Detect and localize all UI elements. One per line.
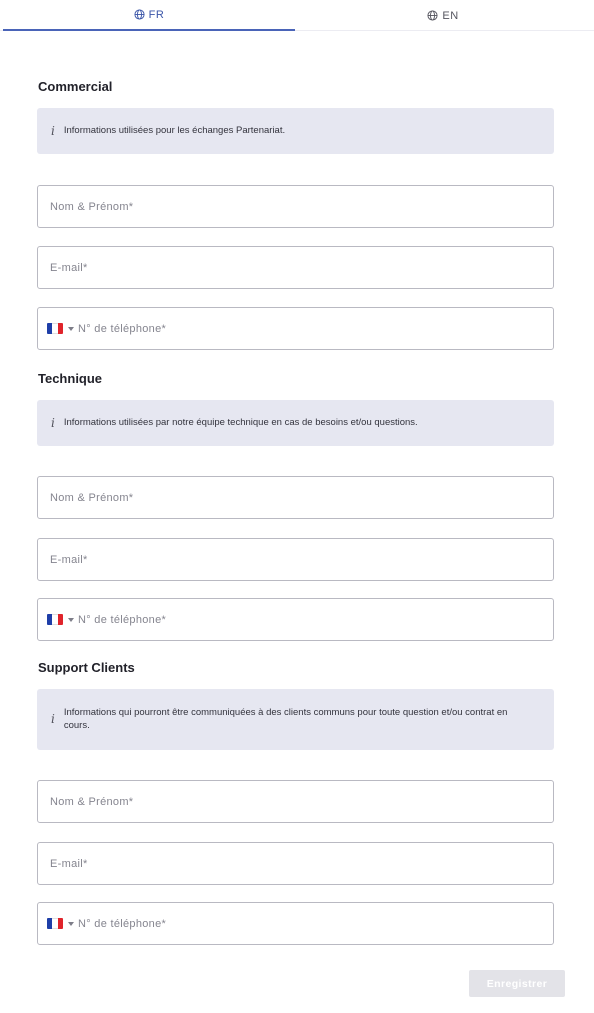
info-icon: i (51, 123, 55, 138)
name-field-commercial[interactable] (37, 185, 554, 228)
info-icon: i (51, 712, 55, 727)
phone-field-commercial[interactable] (37, 307, 554, 350)
chevron-down-icon[interactable] (68, 618, 74, 622)
info-text: Informations qui pourront être communiquées à des clients communs pour toute question et/ou contrat en cours. (63, 706, 508, 731)
chevron-down-icon[interactable] (68, 922, 74, 926)
info-icon: i (51, 415, 55, 430)
email-field-commercial[interactable] (37, 246, 554, 289)
phone-input[interactable] (78, 614, 553, 626)
phone-field-support-clients[interactable] (37, 902, 554, 945)
save-button[interactable]: Enregistrer (469, 970, 565, 997)
email-input[interactable] (50, 858, 553, 870)
info-text: Informations utilisées pour les échanges Partenariat. (63, 124, 286, 136)
name-input[interactable] (50, 201, 553, 213)
section-title-commercial: Commercial (38, 79, 113, 94)
info-text: Informations utilisées par notre équipe technique en cas de besoins et/ou questions. (63, 416, 418, 428)
france-flag-icon[interactable] (47, 614, 63, 625)
name-field-technique[interactable] (37, 476, 554, 519)
info-box-commercial (37, 108, 554, 154)
tab-fr-label: FR (148, 8, 165, 21)
name-input[interactable] (50, 492, 553, 504)
name-input[interactable] (50, 796, 553, 808)
email-input[interactable] (50, 554, 553, 566)
info-box-support-clients (37, 689, 554, 750)
phone-input[interactable] (78, 323, 553, 335)
section-title-support-clients: Support Clients (38, 660, 135, 675)
tab-en[interactable] (295, 0, 591, 31)
email-field-support-clients[interactable] (37, 842, 554, 885)
email-input[interactable] (50, 262, 553, 274)
france-flag-icon[interactable] (47, 323, 63, 334)
phone-field-technique[interactable] (37, 598, 554, 641)
language-tabs (0, 0, 594, 31)
tab-fr[interactable] (3, 0, 295, 31)
france-flag-icon[interactable] (47, 918, 63, 929)
tab-en-label: EN (442, 9, 459, 22)
globe-icon (134, 9, 145, 20)
phone-input[interactable] (78, 918, 553, 930)
info-box-technique (37, 400, 554, 446)
section-title-technique: Technique (38, 371, 103, 386)
chevron-down-icon[interactable] (68, 327, 74, 331)
globe-icon (427, 10, 438, 21)
email-field-technique[interactable] (37, 538, 554, 581)
name-field-support-clients[interactable] (37, 780, 554, 823)
